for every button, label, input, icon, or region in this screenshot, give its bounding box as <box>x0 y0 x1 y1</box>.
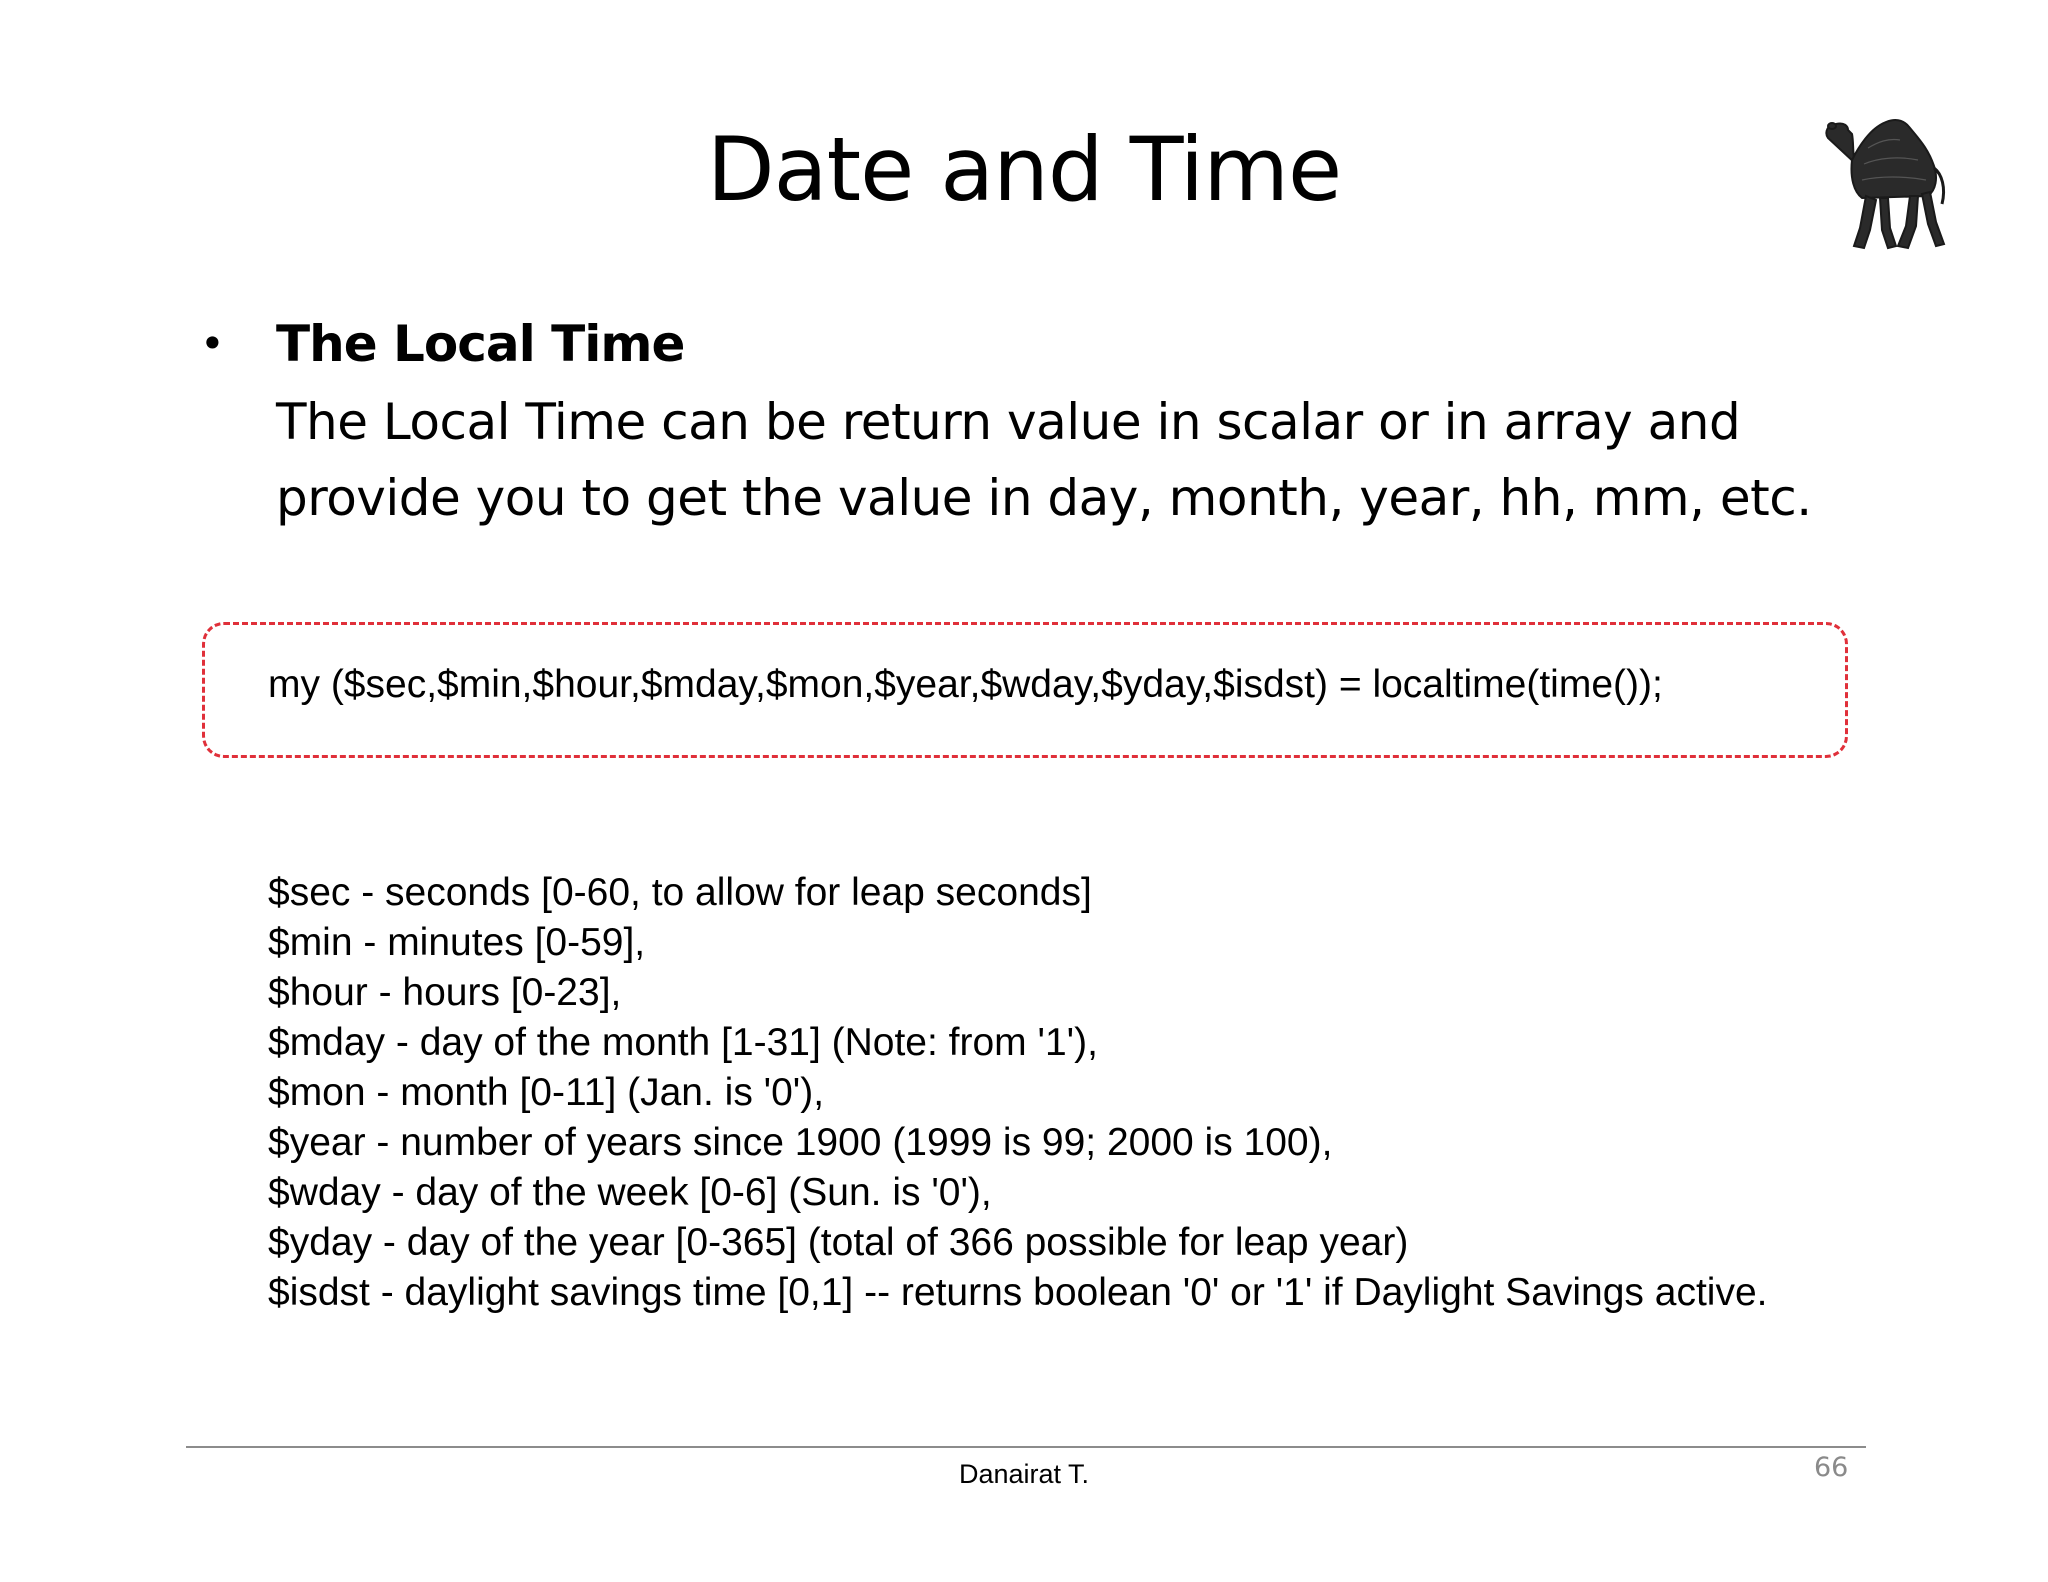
field-item-isdst: $isdst - daylight savings time [0,1] -- returns boolean '0' or '1' if Daylight Savings active. <box>268 1271 1768 1314</box>
bullet-marker: • <box>200 319 225 368</box>
field-list <box>268 868 1767 1318</box>
field-item-wday: $wday - day of the week [0-6] (Sun. is '0'), <box>268 1171 992 1214</box>
field-item-yday: $yday - day of the year [0-365] (total of 366 possible for leap year) <box>268 1221 1409 1264</box>
field-item-mon: $mon - month [0-11] (Jan. is '0'), <box>268 1071 825 1114</box>
description-line: The Local Time can be return value in scalar or in array and <box>276 393 1741 451</box>
field-item-hour: $hour - hours [0-23], <box>268 971 622 1014</box>
camel-icon <box>1818 108 1954 254</box>
field-item-sec: $sec - seconds [0-60, to allow for leap seconds] <box>268 871 1092 914</box>
slide-title: Date and Time <box>706 118 1342 221</box>
bullet-heading: The Local Time <box>276 315 685 373</box>
page-number: 66 <box>1814 1452 1849 1483</box>
code-line: my ($sec,$min,$hour,$mday,$mon,$year,$wday,$yday,$isdst) = localtime(time()); <box>268 663 1663 706</box>
field-item-year: $year - number of years since 1900 (1999 is 99; 2000 is 100), <box>268 1121 1333 1164</box>
footer-author: Danairat T. <box>958 1459 1090 1489</box>
footer-divider <box>186 1446 1866 1448</box>
description <box>276 384 1896 536</box>
description-line: provide you to get the value in day, month, year, hh, mm, etc. <box>276 469 1812 527</box>
field-item-mday: $mday - day of the month [1-31] (Note: from '1'), <box>268 1021 1098 1064</box>
field-item-min: $min - minutes [0-59], <box>268 921 646 964</box>
